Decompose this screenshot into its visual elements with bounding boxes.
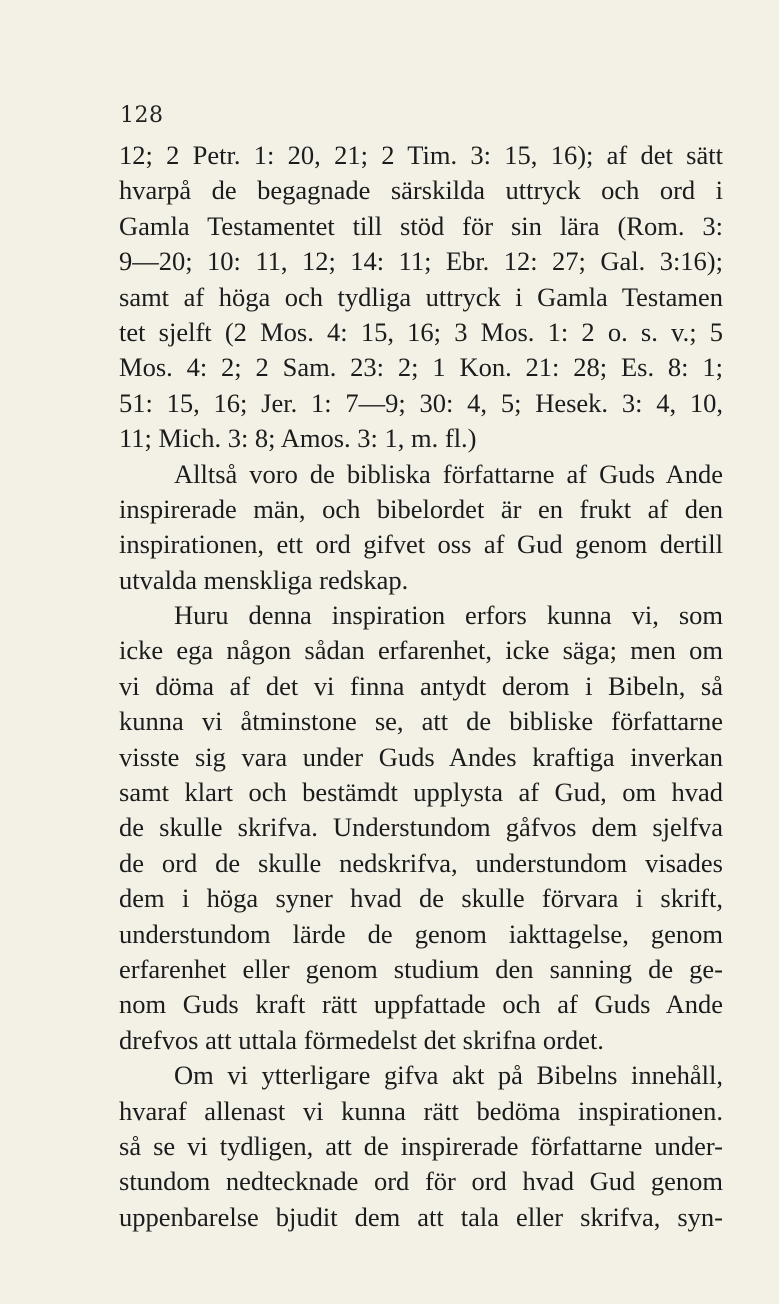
text-line: utvalda menskliga redskap. xyxy=(119,564,409,595)
text-line: understundom lärde de genom iakttagelse, genom xyxy=(119,918,723,949)
text-line: samt af höga och tydliga uttryck i Gamla Testamen xyxy=(119,281,723,312)
body-text xyxy=(119,138,723,1235)
text-line: 11; Mich. 3: 8; Amos. 3: 1, m. fl.) xyxy=(119,423,477,454)
text-line: vi döma af det vi finna antydt derom i Bibeln, så xyxy=(119,670,723,701)
text-line: så se vi tydligen, att de inspirerade författarne under- xyxy=(119,1130,723,1161)
text-line: kunna vi åtminstone se, att de bibliske författarne xyxy=(119,706,723,737)
text-line: Mos. 4: 2; 2 Sam. 23: 2; 1 Kon. 21: 28; Es. 8: 1; xyxy=(119,352,723,383)
paragraph-start-line: Huru denna inspiration erfors kunna vi, som xyxy=(174,600,723,631)
text-line: visste sig vara under Guds Andes kraftiga inverkan xyxy=(119,741,723,772)
page-number: 128 xyxy=(120,103,164,128)
text-line: dem i höga syner hvad de skulle förvara i skrift, xyxy=(119,883,723,914)
text-line: samt klart och bestämdt upplysta af Gud, om hvad xyxy=(119,777,723,808)
text-line: hvarpå de begagnade särskilda uttryck och ord i xyxy=(119,175,723,206)
text-line: inspirerade män, och bibelordet är en frukt af den xyxy=(119,493,723,524)
text-line: uppenbarelse bjudit dem att tala eller skrifva, syn- xyxy=(119,1201,723,1232)
text-line: 51: 15, 16; Jer. 1: 7—9; 30: 4, 5; Hesek. 3: 4, 10, xyxy=(119,387,723,418)
text-line: erfarenhet eller genom studium den sanning de ge- xyxy=(119,953,723,984)
text-line: icke ega någon sådan erfarenhet, icke säga; men om xyxy=(119,635,723,666)
paragraph-start-line: Om vi ytterligare gifva akt på Bibelns innehåll, xyxy=(174,1060,723,1091)
text-line: nom Guds kraft rätt uppfattade och af Guds Ande xyxy=(119,989,723,1020)
text-line: Gamla Testamentet till stöd för sin lära (Rom. 3: xyxy=(119,210,723,241)
text-line: hvaraf allenast vi kunna rätt bedöma inspirationen. xyxy=(119,1095,723,1126)
text-line: 12; 2 Petr. 1: 20, 21; 2 Tim. 3: 15, 16); af det sätt xyxy=(119,140,723,170)
text-line: tet sjelft (2 Mos. 4: 15, 16; 3 Mos. 1: 2 o. s. v.; 5 xyxy=(119,316,723,347)
paragraph-start-line: Alltså voro de bibliska författarne af Guds Ande xyxy=(174,458,723,489)
text-line: inspirationen, ett ord gifvet oss af Gud genom dertill xyxy=(119,529,723,560)
text-line: 9—20; 10: 11, 12; 14: 11; Ebr. 12: 27; Gal. 3:16); xyxy=(119,246,723,277)
text-line: stundom nedtecknade ord för ord hvad Gud genom xyxy=(119,1166,723,1197)
text-line: drefvos att uttala förmedelst det skrifna ordet. xyxy=(119,1024,604,1055)
text-line: de skulle skrifva. Understundom gåfvos dem sjelfva xyxy=(119,812,723,843)
text-line: de ord de skulle nedskrifva, understundom visades xyxy=(119,847,723,878)
